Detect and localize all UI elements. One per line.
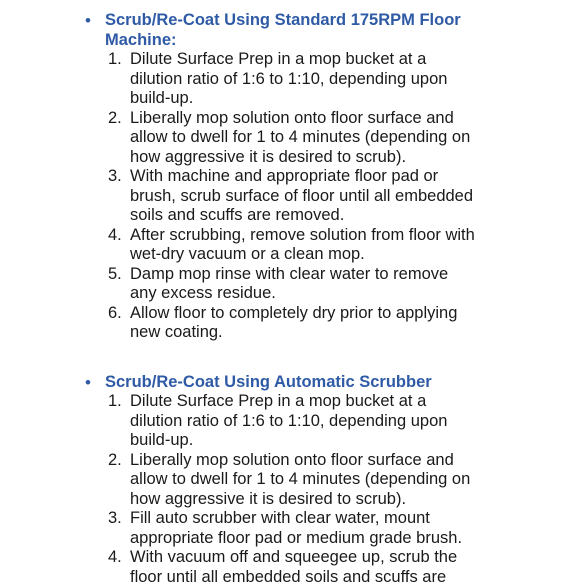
step-number: 3. — [108, 167, 122, 187]
list-item — [130, 509, 475, 548]
step-number: 4. — [108, 548, 122, 568]
step-text: Dilute Surface Prep in a mop bucket at a dilution ratio of 1:6 to 1:10, depending upon build-up. — [130, 50, 447, 107]
section-floor-machine — [85, 0, 570, 343]
bullet-icon: • — [85, 11, 91, 31]
step-text: With vacuum off and squeegee up, scrub the floor until all embedded soils and scuffs are — [130, 548, 457, 586]
list-item — [130, 226, 475, 265]
step-number: 1. — [108, 392, 122, 412]
step-number: 6. — [108, 304, 122, 324]
list-item — [130, 167, 475, 226]
bullet-icon: • — [85, 373, 91, 393]
list-item — [130, 548, 475, 587]
list-item — [130, 304, 475, 343]
list-item — [130, 265, 475, 304]
step-number: 1. — [108, 50, 122, 70]
section-heading: Scrub/Re-Coat Using Standard 175RPM Floor Machine: — [105, 11, 495, 50]
step-text: Damp mop rinse with clear water to remove any excess residue. — [130, 265, 448, 303]
step-number: 3. — [108, 509, 122, 529]
step-number: 2. — [108, 451, 122, 471]
section-automatic-scrubber — [85, 343, 570, 587]
step-number: 2. — [108, 109, 122, 129]
step-text: Liberally mop solution onto floor surface and allow to dwell for 1 to 4 minutes (depending on how aggressive it is desired to scrub). — [130, 451, 470, 508]
step-text: After scrubbing, remove solution from floor with wet-dry vacuum or a clean mop. — [130, 226, 475, 264]
step-text: Fill auto scrubber with clear water, mount appropriate floor pad or medium grade brush. — [130, 509, 462, 547]
step-list — [85, 50, 570, 343]
section-heading: Scrub/Re-Coat Using Automatic Scrubber — [105, 373, 495, 393]
step-number: 5. — [108, 265, 122, 285]
step-list — [85, 392, 570, 587]
list-item — [130, 109, 475, 168]
step-number: 4. — [108, 226, 122, 246]
step-text: Dilute Surface Prep in a mop bucket at a dilution ratio of 1:6 to 1:10, depending upon build-up. — [130, 392, 447, 449]
list-item — [130, 392, 475, 451]
step-text: With machine and appropriate floor pad or brush, scrub surface of floor until all embedded soils and scuffs are removed. — [130, 167, 473, 224]
list-item — [130, 451, 475, 510]
step-text: Allow floor to completely dry prior to applying new coating. — [130, 304, 457, 342]
step-text: Liberally mop solution onto floor surface and allow to dwell for 1 to 4 minutes (depending on how aggressive it is desired to scrub). — [130, 109, 470, 166]
list-item — [130, 50, 475, 109]
